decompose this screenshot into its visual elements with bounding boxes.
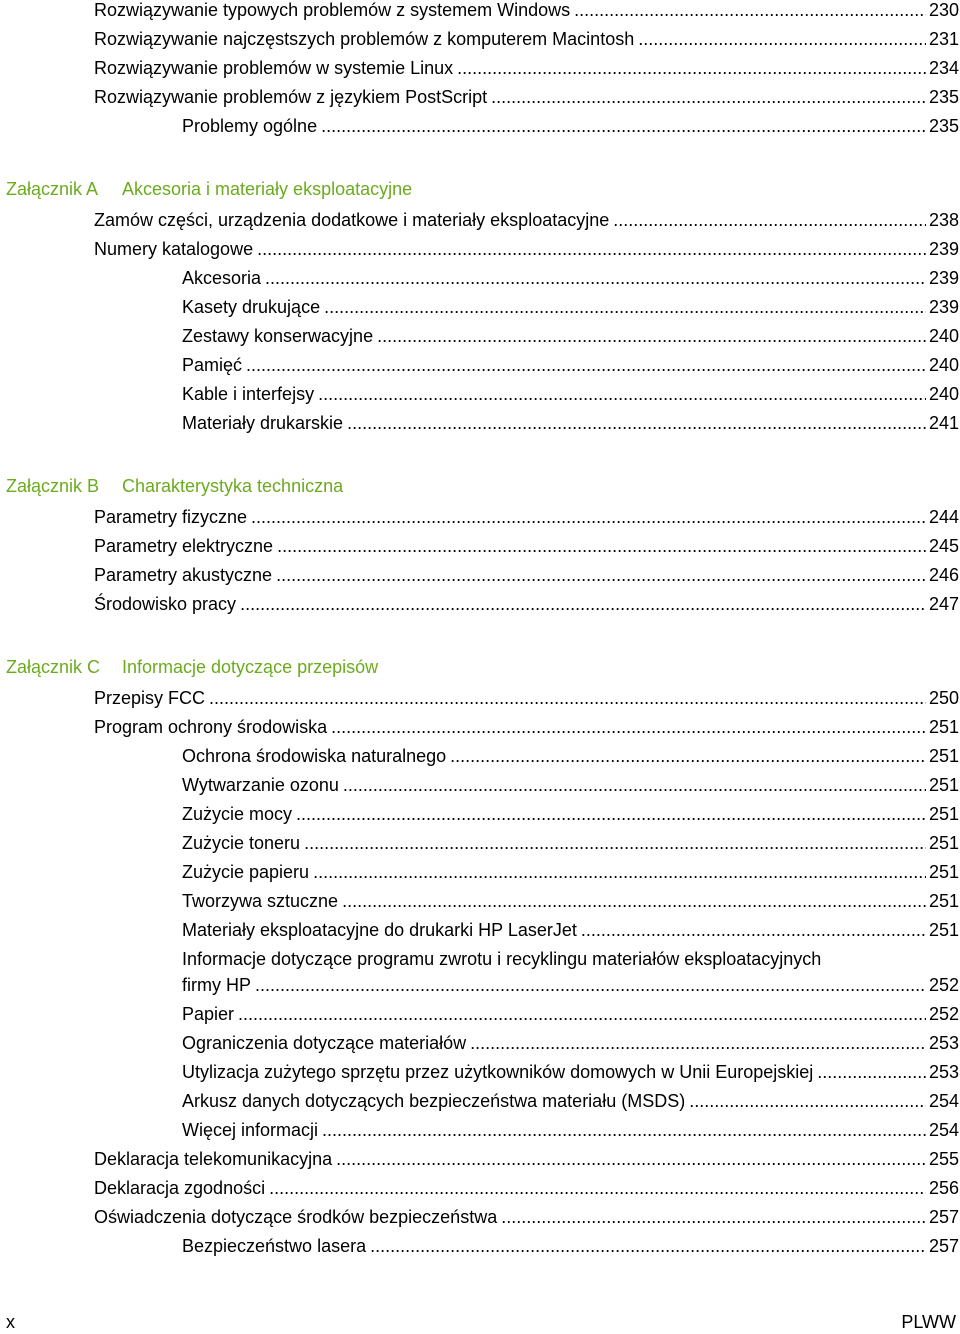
toc-entry-page: 239 [928, 297, 959, 317]
toc-entry-page: 257 [928, 1207, 959, 1227]
toc-entry-title: Bezpieczeństwo lasera [182, 1236, 367, 1256]
toc-entry-page: 235 [928, 87, 959, 107]
toc-entry-title: Przepisy FCC [94, 688, 206, 708]
toc-entry-page: 256 [928, 1178, 959, 1198]
toc-entry-page: 251 [928, 804, 959, 824]
dot-leader [817, 1059, 926, 1085]
dot-leader [296, 801, 926, 827]
toc-entry-page: 255 [928, 1149, 959, 1169]
appendix-heading [6, 654, 378, 680]
dot-leader [277, 533, 926, 559]
toc-entry[interactable] [94, 591, 959, 617]
toc-entry[interactable] [182, 1030, 959, 1056]
dot-leader [336, 1146, 926, 1172]
toc-entry-title: Parametry elektryczne [94, 536, 274, 556]
toc-entry-page: 250 [928, 688, 959, 708]
toc-entry-page: 240 [928, 384, 959, 404]
toc-entry[interactable] [182, 1117, 959, 1143]
toc-entry-title: Rozwiązywanie problemów z językiem PostScript [94, 87, 488, 107]
dot-leader [450, 743, 926, 769]
appendix-heading [6, 176, 412, 202]
dot-leader [322, 1117, 926, 1143]
toc-entry[interactable] [182, 917, 959, 943]
dot-leader [501, 1204, 926, 1230]
toc-entry[interactable] [182, 859, 959, 885]
toc-entry-page: 235 [928, 116, 959, 136]
toc-entry-page: 231 [928, 29, 959, 49]
dot-leader [304, 830, 926, 856]
toc-entry[interactable] [182, 946, 959, 1000]
toc-entry-title: Oświadczenia dotyczące środków bezpieczeństwa [94, 1207, 498, 1227]
locale-code: PLWW [901, 1312, 956, 1332]
toc-entry[interactable] [182, 410, 959, 436]
toc-entry-page: 251 [928, 746, 959, 766]
toc-entry[interactable] [182, 1233, 959, 1259]
dot-leader [209, 685, 926, 711]
toc-entry[interactable] [182, 1001, 959, 1027]
toc-entry[interactable] [94, 533, 959, 559]
dot-leader [276, 562, 926, 588]
dot-leader [318, 381, 926, 407]
toc-entry[interactable] [182, 113, 959, 139]
appendix-title: Charakterystyka techniczna [122, 476, 344, 496]
toc-entry-page: 246 [928, 565, 959, 585]
dot-leader [613, 207, 926, 233]
dot-leader [331, 714, 926, 740]
toc-entry-title: Tworzywa sztuczne [182, 891, 339, 911]
appendix-title: Informacje dotyczące przepisów [122, 657, 379, 677]
toc-entry-title: Parametry fizyczne [94, 507, 248, 527]
dot-leader [689, 1088, 926, 1114]
dot-leader [377, 323, 926, 349]
toc-entry[interactable] [182, 888, 959, 914]
toc-entry-page: 251 [928, 920, 959, 940]
toc-entry[interactable] [182, 294, 959, 320]
toc-entry-page: 252 [928, 975, 959, 995]
appendix-title: Akcesoria i materiały eksploatacyjne [122, 179, 413, 199]
dot-leader [638, 26, 926, 52]
dot-leader [251, 504, 926, 530]
toc-entry-title: Pamięć [182, 355, 243, 375]
toc-entry-title: Deklaracja zgodności [94, 1178, 266, 1198]
dot-leader [470, 1030, 926, 1056]
toc-entry[interactable] [182, 1059, 959, 1085]
toc-entry-title: Zużycie mocy [182, 804, 293, 824]
toc-entry-title: Program ochrony środowiska [94, 717, 328, 737]
toc-entry[interactable] [182, 323, 959, 349]
toc-entry[interactable] [182, 352, 959, 378]
dot-leader [581, 917, 926, 943]
page-number: x [6, 1312, 15, 1332]
toc-entry[interactable] [182, 772, 959, 798]
toc-entry-page: 253 [928, 1033, 959, 1053]
toc-entry-title: Numery katalogowe [94, 239, 254, 259]
toc-entry-title: Rozwiązywanie problemów w systemie Linux [94, 58, 454, 78]
toc-entry-title: Więcej informacji [182, 1120, 319, 1140]
toc-entry-page: 234 [928, 58, 959, 78]
toc-entry[interactable] [94, 1175, 959, 1201]
toc-entry[interactable] [94, 1204, 959, 1230]
toc-entry[interactable] [182, 265, 959, 291]
dot-leader [342, 888, 926, 914]
toc-entry[interactable] [94, 1146, 959, 1172]
dot-leader [265, 265, 926, 291]
toc-entry-page: 245 [928, 536, 959, 556]
toc-entry-title: Utylizacja zużytego sprzętu przez użytkowników domowych w Unii Europejskiej [182, 1062, 814, 1082]
dot-leader [491, 84, 926, 110]
toc-entry-page: 247 [928, 594, 959, 614]
dot-leader [347, 410, 926, 436]
toc-entry[interactable] [94, 55, 959, 81]
toc-entry-title: Zamów części, urządzenia dodatkowe i materiały eksploatacyjne [94, 210, 610, 230]
toc-entry-page: 239 [928, 268, 959, 288]
dot-leader [321, 113, 926, 139]
toc-entry-title: Kable i interfejsy [182, 384, 315, 404]
toc-entry-page: 251 [928, 833, 959, 853]
toc-entry-page: 244 [928, 507, 959, 527]
toc-entry-title: Problemy ogólne [182, 116, 318, 136]
appendix-label: Załącznik C [6, 657, 101, 677]
dot-leader [343, 772, 926, 798]
dot-leader [457, 55, 926, 81]
toc-entry[interactable] [94, 236, 959, 262]
dot-leader [246, 352, 926, 378]
toc-entry-title: Papier [182, 1004, 235, 1024]
toc-entry[interactable] [94, 26, 959, 52]
appendix-heading [6, 473, 343, 499]
dot-leader [370, 1233, 926, 1259]
toc-entry-title: Materiały eksploatacyjne do drukarki HP LaserJet [182, 920, 577, 940]
toc-entry-title: Informacje dotyczące programu zwrotu i recyklingu materiałów eksploatacyjnych [182, 949, 822, 969]
toc-entry[interactable] [94, 562, 959, 588]
toc-entry-title: Rozwiązywanie typowych problemów z systemem Windows [94, 0, 571, 20]
toc-entry-title: Zużycie toneru [182, 833, 301, 853]
toc-entry-title: Zużycie papieru [182, 862, 310, 882]
toc-entry-title: Ograniczenia dotyczące materiałów [182, 1033, 467, 1053]
toc-entry[interactable] [94, 84, 959, 110]
toc-entry-page: 254 [928, 1091, 959, 1111]
toc-entry-page: 238 [928, 210, 959, 230]
dot-leader [269, 1175, 926, 1201]
toc-entry-title: Arkusz danych dotyczących bezpieczeństwa materiału (MSDS) [182, 1091, 686, 1111]
toc-entry[interactable] [94, 504, 959, 530]
toc-entry-title: Środowisko pracy [94, 594, 237, 614]
appendix-label: Załącznik A [6, 179, 99, 199]
dot-leader [240, 591, 926, 617]
toc-entry-page: 254 [928, 1120, 959, 1140]
toc-entry-page: 251 [928, 891, 959, 911]
toc-entry[interactable] [182, 1088, 959, 1114]
toc-entry-page: 240 [928, 326, 959, 346]
toc-entry-title: Rozwiązywanie najczęstszych problemów z komputerem Macintosh [94, 29, 635, 49]
dot-leader [313, 859, 926, 885]
toc-entry-title: Deklaracja telekomunikacyjna [94, 1149, 333, 1169]
toc-entry-page: 251 [928, 717, 959, 737]
appendix-label: Załącznik B [6, 476, 100, 496]
toc-entry-page: 240 [928, 355, 959, 375]
toc-entry[interactable] [94, 207, 959, 233]
toc-entry-title: firmy HP [182, 975, 251, 995]
toc-entry-title: Parametry akustyczne [94, 565, 273, 585]
toc-entry-page: 257 [928, 1236, 959, 1256]
toc-entry-page: 251 [928, 775, 959, 795]
toc-entry[interactable] [94, 714, 959, 740]
dot-leader [324, 294, 926, 320]
toc-entry-page: 241 [928, 413, 959, 433]
toc-entry[interactable] [182, 830, 959, 856]
dot-leader [238, 1001, 926, 1027]
toc-entry[interactable] [94, 685, 959, 711]
toc-entry-title: Materiały drukarskie [182, 413, 344, 433]
dot-leader [574, 0, 926, 23]
toc-entry-title: Zestawy konserwacyjne [182, 326, 374, 346]
toc-entry-title: Akcesoria [182, 268, 262, 288]
toc-entry-page: 239 [928, 239, 959, 259]
toc-entry-page: 230 [928, 0, 959, 20]
toc-entry[interactable] [182, 381, 959, 407]
toc-entry-title: Wytwarzanie ozonu [182, 775, 339, 795]
toc-entry[interactable] [182, 801, 959, 827]
toc-entry-page: 251 [928, 862, 959, 882]
toc-entry-title: Ochrona środowiska naturalnego [182, 746, 447, 766]
toc-entry-page: 253 [928, 1062, 959, 1082]
toc-entry[interactable] [94, 0, 959, 23]
toc-entry-page: 252 [928, 1004, 959, 1024]
toc-entry[interactable] [182, 743, 959, 769]
toc-entry-title: Kasety drukujące [182, 297, 321, 317]
dot-leader [255, 972, 926, 998]
dot-leader [257, 236, 926, 262]
